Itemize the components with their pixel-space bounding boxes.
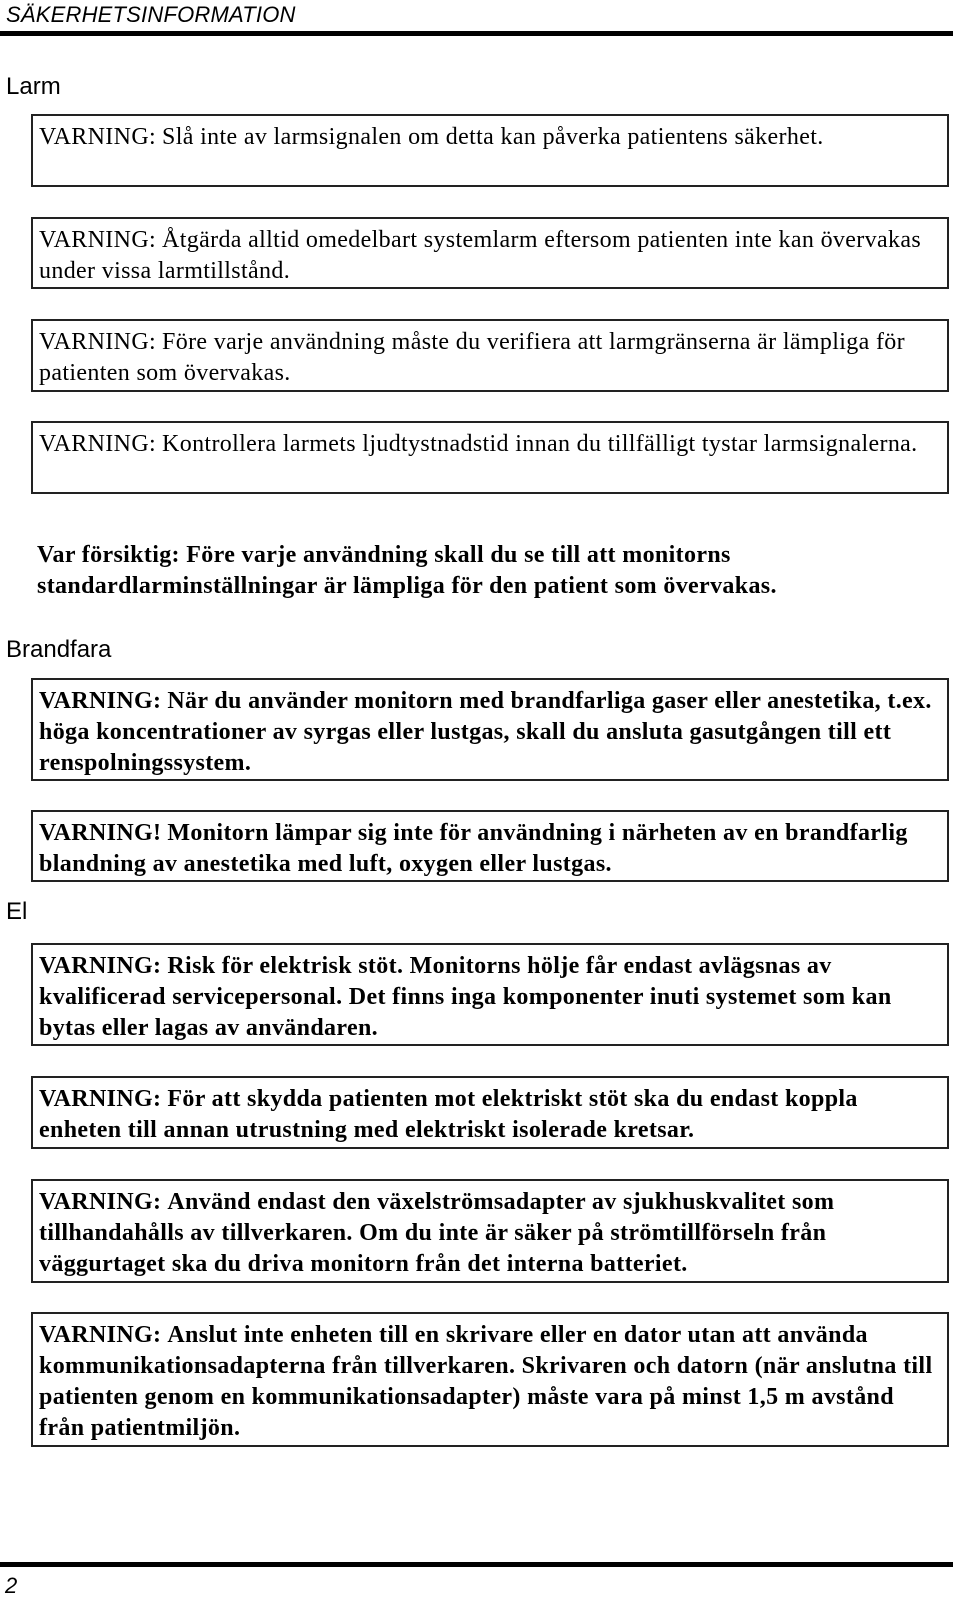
warning-text: Använd endast den växelströmsadapter av sjukhuskvalitet som tillhandahålls av tillverkaren. Om du inte är säker på strömtillförseln från väggurtaget ska du driva monitorn från det interna batteriet.: [39, 1189, 835, 1277]
warning-text: Anslut inte enheten till en skrivare eller en dator utan att använda kommunikationsadapterna från tillverkaren. Skrivaren och datorn (när anslutna till patienten genom en kommunikationsadapter) måste vara på minst 1,5 m avstånd från patientmiljön.: [39, 1322, 933, 1441]
warning-box-larm-4: [31, 421, 949, 494]
warning-text: Monitorn lämpar sig inte för användning i närheten av en brandfarlig blandning av anestetika med luft, oxygen eller lustgas.: [39, 820, 908, 877]
caution-larm: [37, 540, 937, 602]
warning-box-larm-3: [31, 319, 949, 392]
warning-label: VARNING!: [39, 820, 162, 846]
warning-label: VARNING:: [39, 431, 157, 457]
warning-label: VARNING:: [39, 688, 162, 714]
warning-box-brandfara-1: [31, 678, 949, 781]
warning-box-el-1: [31, 943, 949, 1046]
caution-label: Var försiktig:: [37, 542, 180, 568]
page-number: 2: [5, 1573, 18, 1598]
header-rule: [0, 31, 953, 36]
warning-text: För att skydda patienten mot elektriskt stöt ska du endast koppla enheten till annan utrustning med elektriskt isolerade kretsar.: [39, 1086, 858, 1143]
warning-label: VARNING:: [39, 227, 157, 253]
warning-text: Åtgärda alltid omedelbart systemlarm eftersom patienten inte kan övervakas under vissa larmtillstånd.: [39, 227, 922, 284]
warning-label: VARNING:: [39, 1322, 162, 1348]
warning-text: Kontrollera larmets ljudtystnadstid innan du tillfälligt tystar larmsignalerna.: [162, 431, 918, 457]
section-heading-brandfara: Brandfara: [6, 636, 112, 663]
caution-text: Före varje användning skall du se till att monitorns standardlarminställningar är lämpliga för den patient som övervakas.: [37, 542, 777, 599]
warning-label: VARNING:: [39, 124, 157, 150]
warning-label: VARNING:: [39, 1189, 162, 1215]
warning-label: VARNING:: [39, 953, 162, 979]
warning-label: VARNING:: [39, 329, 157, 355]
warning-box-larm-1: [31, 114, 949, 187]
warning-label: VARNING:: [39, 1086, 162, 1112]
warning-text: Risk för elektrisk stöt. Monitorns hölje får endast avlägsnas av kvalificerad servicepersonal. Det finns inga komponenter inuti systemet som kan bytas eller lagas av användaren.: [39, 953, 892, 1041]
warning-box-brandfara-2: [31, 810, 949, 882]
section-heading-larm: Larm: [6, 73, 61, 100]
running-header: SÄKERHETSINFORMATION: [6, 2, 296, 27]
warning-box-larm-2: [31, 217, 949, 289]
warning-text: Slå inte av larmsignalen om detta kan påverka patientens säkerhet.: [162, 124, 824, 150]
section-heading-el: El: [6, 898, 28, 925]
warning-box-el-3: [31, 1179, 949, 1283]
warning-text: Före varje användning måste du verifiera att larmgränserna är lämpliga för patienten som övervakas.: [39, 329, 905, 386]
warning-text: När du använder monitorn med brandfarliga gaser eller anestetika, t.ex. höga koncentrationer av syrgas eller lustgas, skall du ansluta gasutgången till ett renspolningssystem.: [39, 688, 932, 776]
warning-box-el-2: [31, 1076, 949, 1149]
footer-rule: [0, 1562, 953, 1567]
warning-box-el-4: [31, 1312, 949, 1447]
